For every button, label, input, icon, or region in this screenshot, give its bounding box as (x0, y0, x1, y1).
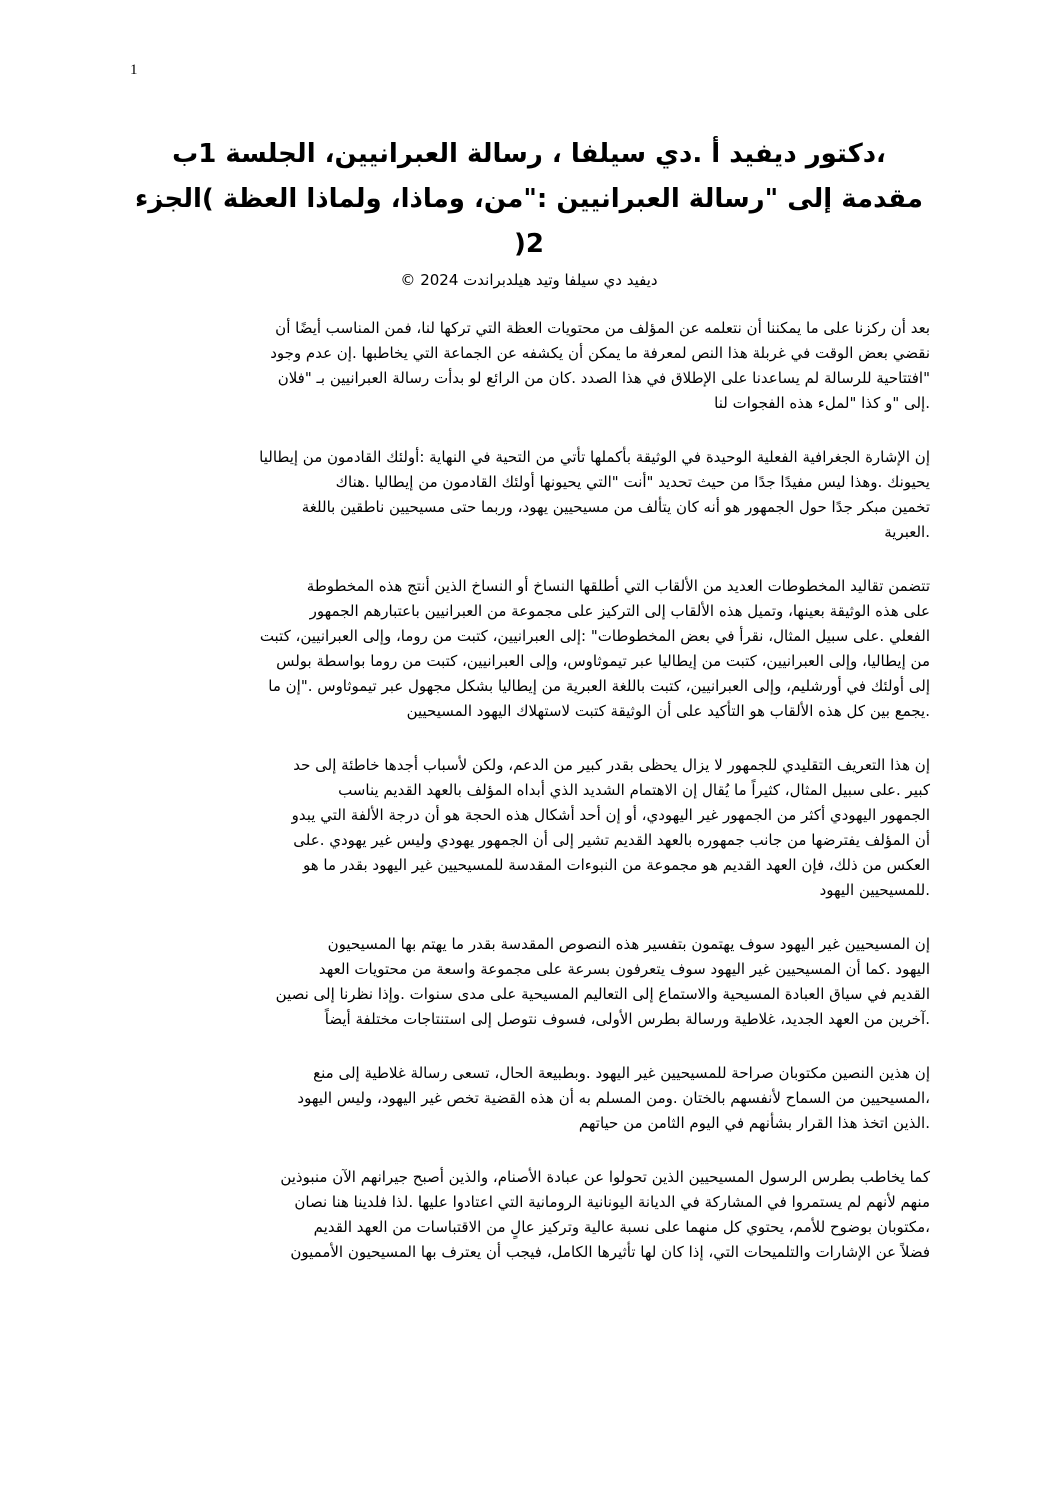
text-line: "افتتاحية للرسالة لم يساعدنا على الإطلاق في هذا الصدد .كان من الرائع لو بدأت رسالة العبرانيين بـ "فلان (277, 369, 930, 387)
text-line: اليهود .كما أن المسيحيين غير اليهود سوف يتعرفون بسرعة على مجموعة واسعة من محتويات العهد (318, 960, 930, 978)
text-line: .الذين اتخذ هذا القرار بشأنهم في اليوم الثامن من حياتهم (578, 1114, 930, 1132)
text-line: ،المسيحيين من السماح لأنفسهم بالختان .ومن المسلم به أن هذه القضية تخص غير اليهود، وليس اليهود (297, 1089, 930, 1107)
text-line: على هذه الوثيقة بعينها، وتميل هذه الألقاب إلى التركيز على مجموعة من العبرانيين باعتبارهم الجمهور (309, 602, 930, 620)
text-line: بعد أن ركزنا على ما يمكننا أن نتعلمه عن المؤلف من محتويات العظة التي تركها لنا، فمن المناسب أيضًا أن (275, 319, 930, 337)
text-line: .آخرين من العهد الجديد، غلاطية ورسالة بطرس الأولى، فسوف نتوصل إلى استنتاجات مختلفة أيضاً (324, 1010, 930, 1028)
page-number: 1 (130, 62, 138, 78)
title-line: مقدمة إلى "رسالة العبرانيين :"من، وماذا، ولماذا العظة )الجزء (135, 184, 923, 214)
text-line: كبير .على سبيل المثال، كثيراً ما يُقال إن الاهتمام الشديد الذي أبداه المؤلف بالعهد القديم يناسب (338, 781, 930, 799)
text-line: القديم في سياق العبادة المسيحية والاستماع إلى التعاليم المسيحية على مدى سنوات .وإذا نظرنا إلى نصين (275, 985, 930, 1003)
text-line: الفعلي .على سبيل المثال، نقرأ في بعض المخطوطات" :إلى العبرانيين، كتبت من روما، وإلى العبرانيين، كتبت (259, 627, 930, 645)
text-line: .العبرية (884, 523, 930, 541)
text-line: إن هذين النصين مكتوبان صراحة للمسيحيين غير اليهود .وبطبيعة الحال، تسعى رسالة غلاطية إلى منع (313, 1064, 930, 1082)
copyright-notice: ديفيد دي سيلفا وتيد هيلدبراندت 2024 © (400, 271, 658, 289)
paragraph (130, 1061, 930, 1136)
text-line: كما يخاطب بطرس الرسول المسيحيين الذين تحولوا عن عبادة الأصنام، والذين أصبح جيرانهم الآن منبوذين (280, 1168, 930, 1186)
text-line: تخمين مبكر جدًا حول الجمهور هو أنه كان يتألف من مسيحيين يهود، وربما حتى مسيحيين ناطقين باللغة (301, 498, 930, 516)
text-line: ،مكتوبان بوضوح للأمم، يحتوي كل منهما على نسبة عالية وتركيز عالٍ من الاقتباسات من العهد القديم (313, 1218, 930, 1236)
text-line: .للمسيحيين اليهود (819, 881, 930, 899)
text-line: فضلاً عن الإشارات والتلميحات التي، إذا كان لها تأثيرها الكامل، فيجب أن يعترف بها المسيحيون الأمميون (290, 1243, 930, 1261)
text-line: العكس من ذلك، فإن العهد القديم هو مجموعة من النبوءات المقدسة للمسيحيين غير اليهود بقدر ما هو (302, 856, 930, 874)
paragraph (130, 574, 930, 724)
paragraph (130, 316, 930, 416)
text-line: إلى أولئك في أورشليم، وإلى العبرانيين، كتبت باللغة العبرية من إيطاليا بشكل مجهول عبر تيموثاوس ."إن ما (268, 677, 930, 695)
document-body (130, 316, 930, 1294)
text-line: إن هذا التعريف التقليدي للجمهور لا يزال يحظى بقدر كبير من الدعم، ولكن لأسباب أجدها خاطئة إلى حد (293, 756, 930, 774)
text-line: الجمهور اليهودي أكثر من الجمهور غير اليهودي، أو إن أحد أشكال هذه الحجة هو أن درجة الألفة التي يبدو (291, 806, 930, 824)
document-title (130, 132, 928, 267)
text-line: إن الإشارة الجغرافية الفعلية الوحيدة في الوثيقة بأكملها تأتي من التحية في النهاية :أولئك القادمون من إيطاليا (259, 448, 930, 466)
paragraph (130, 932, 930, 1032)
text-line: منهم لأنهم لم يستمروا في المشاركة في الديانة اليونانية الرومانية التي اعتادوا عليها .لذا فلدينا هنا نصان (294, 1193, 930, 1211)
text-line: تتضمن تقاليد المخطوطات العديد من الألقاب التي أطلقها النساخ أو النساخ الذين أنتج هذه المخطوطة (306, 577, 930, 595)
text-line: إن المسيحيين غير اليهود سوف يهتمون بتفسير هذه النصوص المقدسة بقدر ما يهتم بها المسيحيون (327, 935, 930, 953)
title-line: ،دكتور ديفيد أ .دي سيلفا ، رسالة العبرانيين، الجلسة 1ب (172, 139, 886, 169)
paragraph (130, 1165, 930, 1265)
title-line: 2( (514, 229, 544, 259)
text-line: .إلى "و كذا "لملء هذه الفجوات لنا (714, 394, 930, 412)
paragraph (130, 445, 930, 545)
text-line: يحيونك .وهذا ليس مفيدًا جدًا من حيث تحديد "أنت "التي يحيونها أولئك القادمون من إيطاليا .هناك (335, 473, 930, 491)
text-line: أن المؤلف يفترضها من جانب جمهوره بالعهد القديم تشير إلى أن الجمهور يهودي وليس غير يهودي .على (293, 831, 930, 849)
paragraph (130, 753, 930, 903)
text-line: .يجمع بين كل هذه الألقاب هو التأكيد على أن الوثيقة كتبت لاستهلاك اليهود المسيحيين (406, 702, 930, 720)
text-line: نقضي بعض الوقت في غربلة هذا النص لمعرفة ما يمكن أن يكشفه عن الجماعة التي يخاطبها .إن عدم وجود (270, 344, 930, 362)
text-line: من إيطاليا، وإلى العبرانيين، كتبت من إيطاليا عبر تيموثاوس، وإلى العبرانيين، كتبت من روما بواسطة بولس (276, 652, 930, 670)
